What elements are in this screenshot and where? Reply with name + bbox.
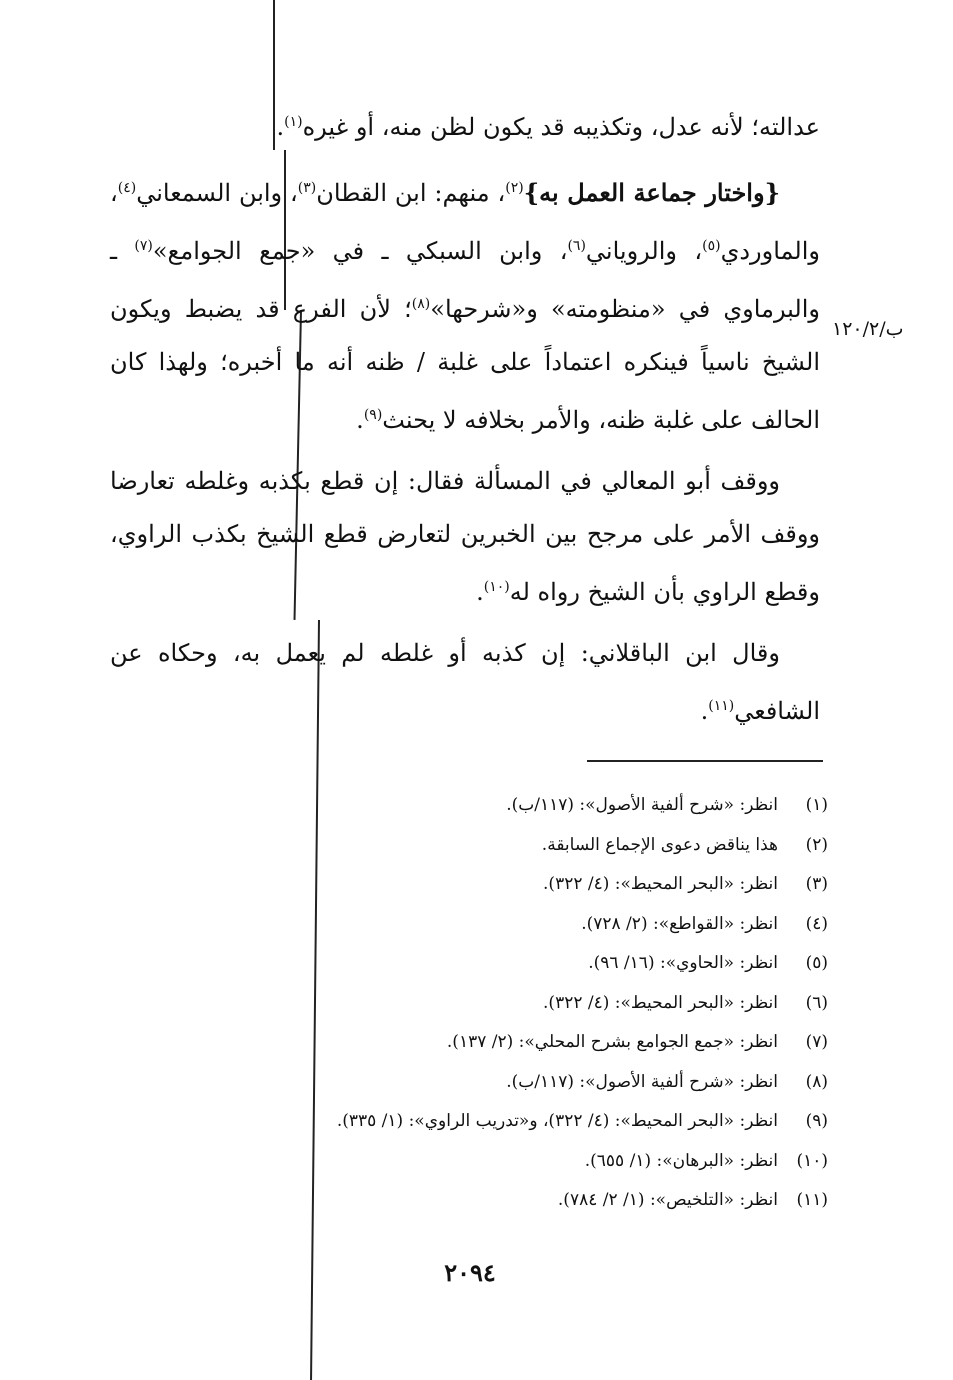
footnote-item xyxy=(240,826,828,866)
paragraph-text: . xyxy=(356,406,364,434)
footnote-ref: (٧) xyxy=(134,238,153,254)
footnote-item xyxy=(240,1063,828,1103)
footnote-ref: (١) xyxy=(284,114,303,130)
footnote-item xyxy=(240,984,828,1024)
paragraph-4 xyxy=(110,627,820,738)
paragraph-text: . xyxy=(276,113,285,141)
footnote-ref: (٢) xyxy=(505,180,524,196)
footnote-text: انظر: «البرهان»: (١/ ٦٥٥). xyxy=(584,1150,778,1171)
paragraph-3 xyxy=(110,455,820,619)
footnote-ref: (٨) xyxy=(411,296,431,312)
footnote-item xyxy=(240,1023,828,1063)
footnote-item xyxy=(240,1142,828,1182)
footnote-ref: (٦) xyxy=(567,238,586,254)
footnote-ref: (٣) xyxy=(297,180,317,196)
footnote-number: (٢) xyxy=(805,834,828,855)
footnote-number: (١٠) xyxy=(796,1150,828,1171)
paragraph-text: ، والروياني xyxy=(585,237,703,265)
footnote-number: (٦) xyxy=(805,992,828,1013)
paragraph-text: ، والماوردي xyxy=(110,179,820,265)
footnote-number: (٤) xyxy=(805,913,828,934)
footnote-separator xyxy=(587,760,823,762)
footnote-text: انظر: «البحر المحيط»: (٤/ ٣٢٢). xyxy=(543,874,778,894)
footnotes-list xyxy=(240,786,828,1221)
paragraph-text: . xyxy=(476,578,484,606)
paragraph-1 xyxy=(110,96,820,154)
footnote-item xyxy=(240,1181,828,1221)
footnote-ref: (٩) xyxy=(363,407,383,423)
paragraph-2 xyxy=(110,162,820,447)
footnote-ref: (٤) xyxy=(117,180,137,196)
footnote-number: (٧) xyxy=(805,1032,828,1052)
footnote-text: انظر: «القواطع»: (٢/ ٧٢٨). xyxy=(581,913,778,934)
footnote-text: انظر: «جمع الجوامع بشرح المحلي»: (٢/ ١٣٧). xyxy=(446,1032,778,1052)
footnote-item xyxy=(240,786,828,826)
footnote-number: (١١) xyxy=(796,1190,828,1210)
footnote-number: (٥) xyxy=(805,953,828,973)
footnote-text: انظر: «شرح ألفية الأصول»: (١١٧/ب). xyxy=(506,795,778,815)
footnote-ref: (١٠) xyxy=(483,579,510,595)
footnote-number: (٩) xyxy=(805,1111,828,1131)
paragraph-text: وقال ابن الباقلاني: إن كذبه أو غلطه لم يعمل به، وحكاه عن الشافعي xyxy=(110,639,820,725)
footnote-text: هذا يناقض دعوى الإجماع السابقة. xyxy=(541,834,778,855)
footnote-item xyxy=(240,944,828,984)
paragraph-text: . xyxy=(700,697,709,725)
footnote-item xyxy=(240,865,828,905)
footnote-ref: (١١) xyxy=(708,698,735,714)
paragraph-text: عدالته؛ لأنه عدل، وتكذيبه قد يكون لظن منه، أو غيره xyxy=(302,113,820,141)
paragraph-text: ـ والبرماوي في «منظومته» و«شرحها» xyxy=(110,237,820,323)
footnote-text: انظر: «شرح ألفية الأصول»: (١١٧/ب). xyxy=(506,1071,778,1092)
footnote-number: (٣) xyxy=(805,874,828,894)
footnote-text: انظر: «الحاوي»: (١٦/ ٩٦). xyxy=(588,953,778,973)
paragraph-text: ووقف أبو المعالي في المسألة فقال: إن قطع بكذبه وغلطه تعارضا ووقف الأمر على مرجح بين الخبرين لتعارض قطع الشيخ بكذب الراوي، وقطع الراوي بأن الشيخ رواه له xyxy=(110,467,820,606)
main-text-body xyxy=(110,96,820,738)
page-number: ٢٠٩٤ xyxy=(444,1258,496,1287)
paragraph-text: ، منهم: ابن القطان xyxy=(316,179,506,207)
footnote-ref: (٥) xyxy=(702,238,721,254)
footnote-text: انظر: «البحر المحيط»: (٤/ ٣٢٢)، و«تدريب الراوي»: (١/ ٣٣٥). xyxy=(336,1111,778,1131)
footnote-item xyxy=(240,1102,828,1142)
paragraph-text: ، وابن السبكي ـ في «جمع الجوامع» xyxy=(152,237,568,265)
footnote-number: (١) xyxy=(805,795,828,815)
footnote-text: انظر: «التلخيص»: (١/ ٢/ ٧٨٤). xyxy=(557,1190,778,1210)
quoted-matn: {واختار جماعة العمل به} xyxy=(523,178,780,207)
footnote-text: انظر: «البحر المحيط»: (٤/ ٣٢٢). xyxy=(543,992,778,1013)
margin-folio-note: ب/١٢٠/٢ xyxy=(832,318,904,340)
footnote-number: (٨) xyxy=(805,1071,828,1092)
footnote-item xyxy=(240,905,828,945)
paragraph-text: ، وابن السمعاني xyxy=(136,179,298,207)
paragraph-text: ؛ لأن الفرع قد يضبط ويكون الشيخ ناسياً فينكره اعتماداً على غلبة / ظنه أنه ما أخبره؛ ولهذا كان الحالف على غلبة ظنه، والأمر بخلافه لا يحنث xyxy=(110,295,820,434)
